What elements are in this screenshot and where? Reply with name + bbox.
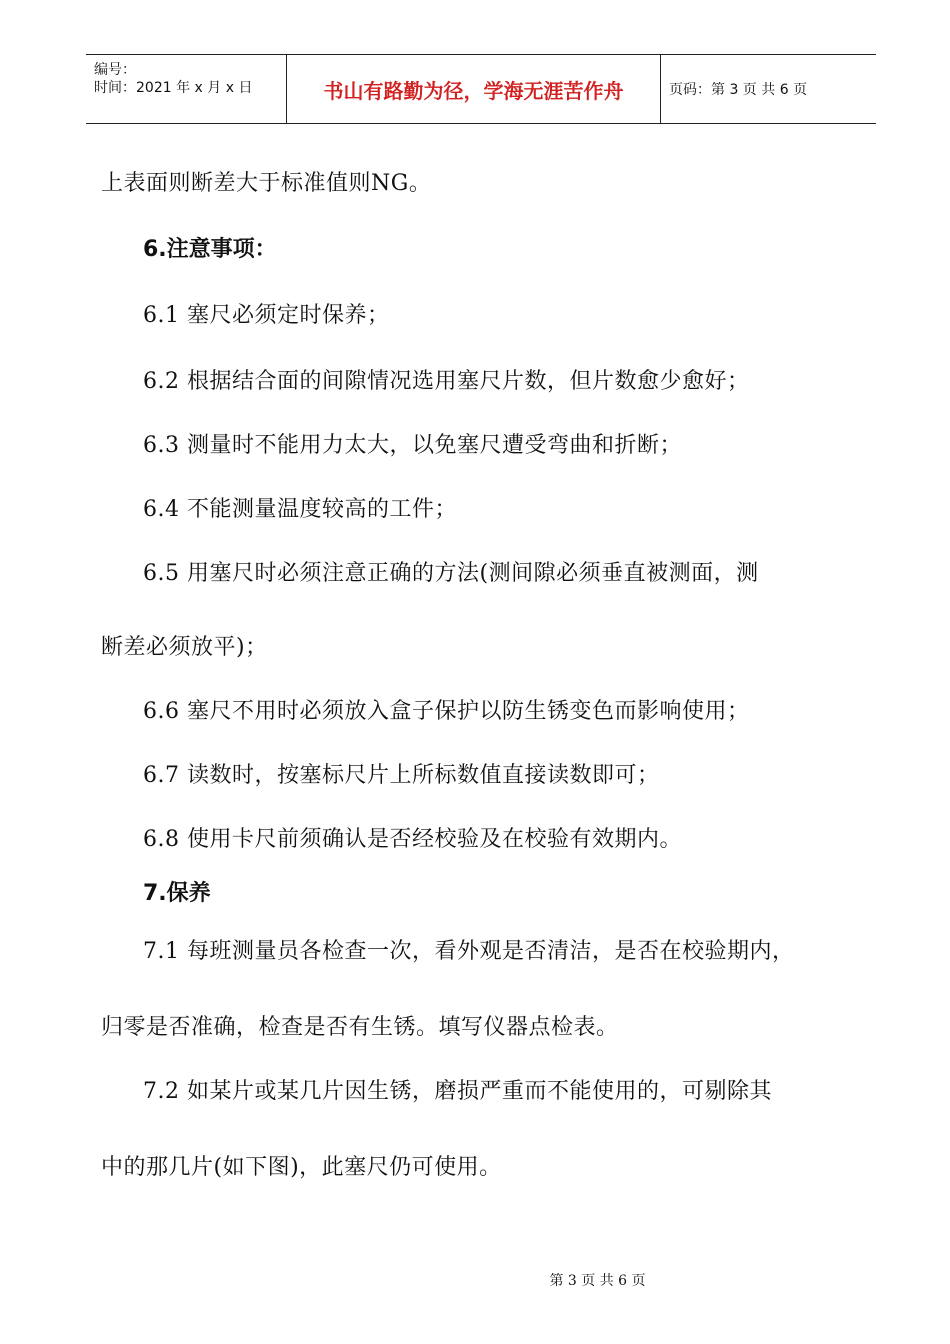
list-item: 6.7 读数时，按塞标尺片上所标数值直接读数即可；: [143, 763, 660, 788]
header-meta: [86, 55, 286, 123]
list-item: 6.3 测量时不能用力太大，以免塞尺遭受弯曲和折断；: [143, 433, 682, 458]
footer-page-number: 第 3 页 共 6 页: [549, 1273, 646, 1289]
header-divider: [660, 55, 661, 123]
list-item-continuation: 断差必须放平)；: [101, 635, 268, 660]
list-item: 6.5 用塞尺时必须注意正确的方法(测间隙必须垂直被测面，测: [143, 561, 759, 586]
header-page-label: 页码：第 3 页 共 6 页: [669, 82, 808, 98]
list-item-continuation: 归零是否准确，检查是否有生锈。填写仪器点检表。: [101, 1015, 619, 1040]
page-footer: [0, 1270, 950, 1290]
body-line: 上表面则断差大于标准值则NG。: [101, 171, 432, 196]
list-item: 6.8 使用卡尺前须确认是否经校验及在校验有效期内。: [143, 827, 682, 852]
section-heading-6: 6.注意事项：: [143, 237, 277, 262]
list-item-continuation: 中的那几片(如下图)，此塞尺仍可使用。: [101, 1155, 502, 1180]
time-label: 时间：2021 年 x 月 x 日: [94, 80, 253, 96]
list-item: 7.2 如某片或某几片因生锈，磨损严重而不能使用的，可剔除其: [143, 1079, 772, 1104]
list-item: 6.1 塞尺必须定时保养；: [143, 303, 390, 328]
document-header: [86, 54, 876, 124]
list-item: 6.2 根据结合面的间隙情况选用塞尺片数，但片数愈少愈好；: [143, 369, 750, 394]
number-label: 编号：: [94, 62, 136, 78]
list-item: 6.4 不能测量温度较高的工件；: [143, 497, 457, 522]
list-item: 6.6 塞尺不用时必须放入盒子保护以防生锈变色而影响使用；: [143, 699, 750, 724]
header-motto: 书山有路勤为径，学海无涯苦作舟: [323, 78, 624, 103]
list-item: 7.1 每班测量员各检查一次，看外观是否清洁，是否在校验期内，: [143, 939, 795, 964]
section-heading-7: 7.保养: [143, 881, 211, 906]
